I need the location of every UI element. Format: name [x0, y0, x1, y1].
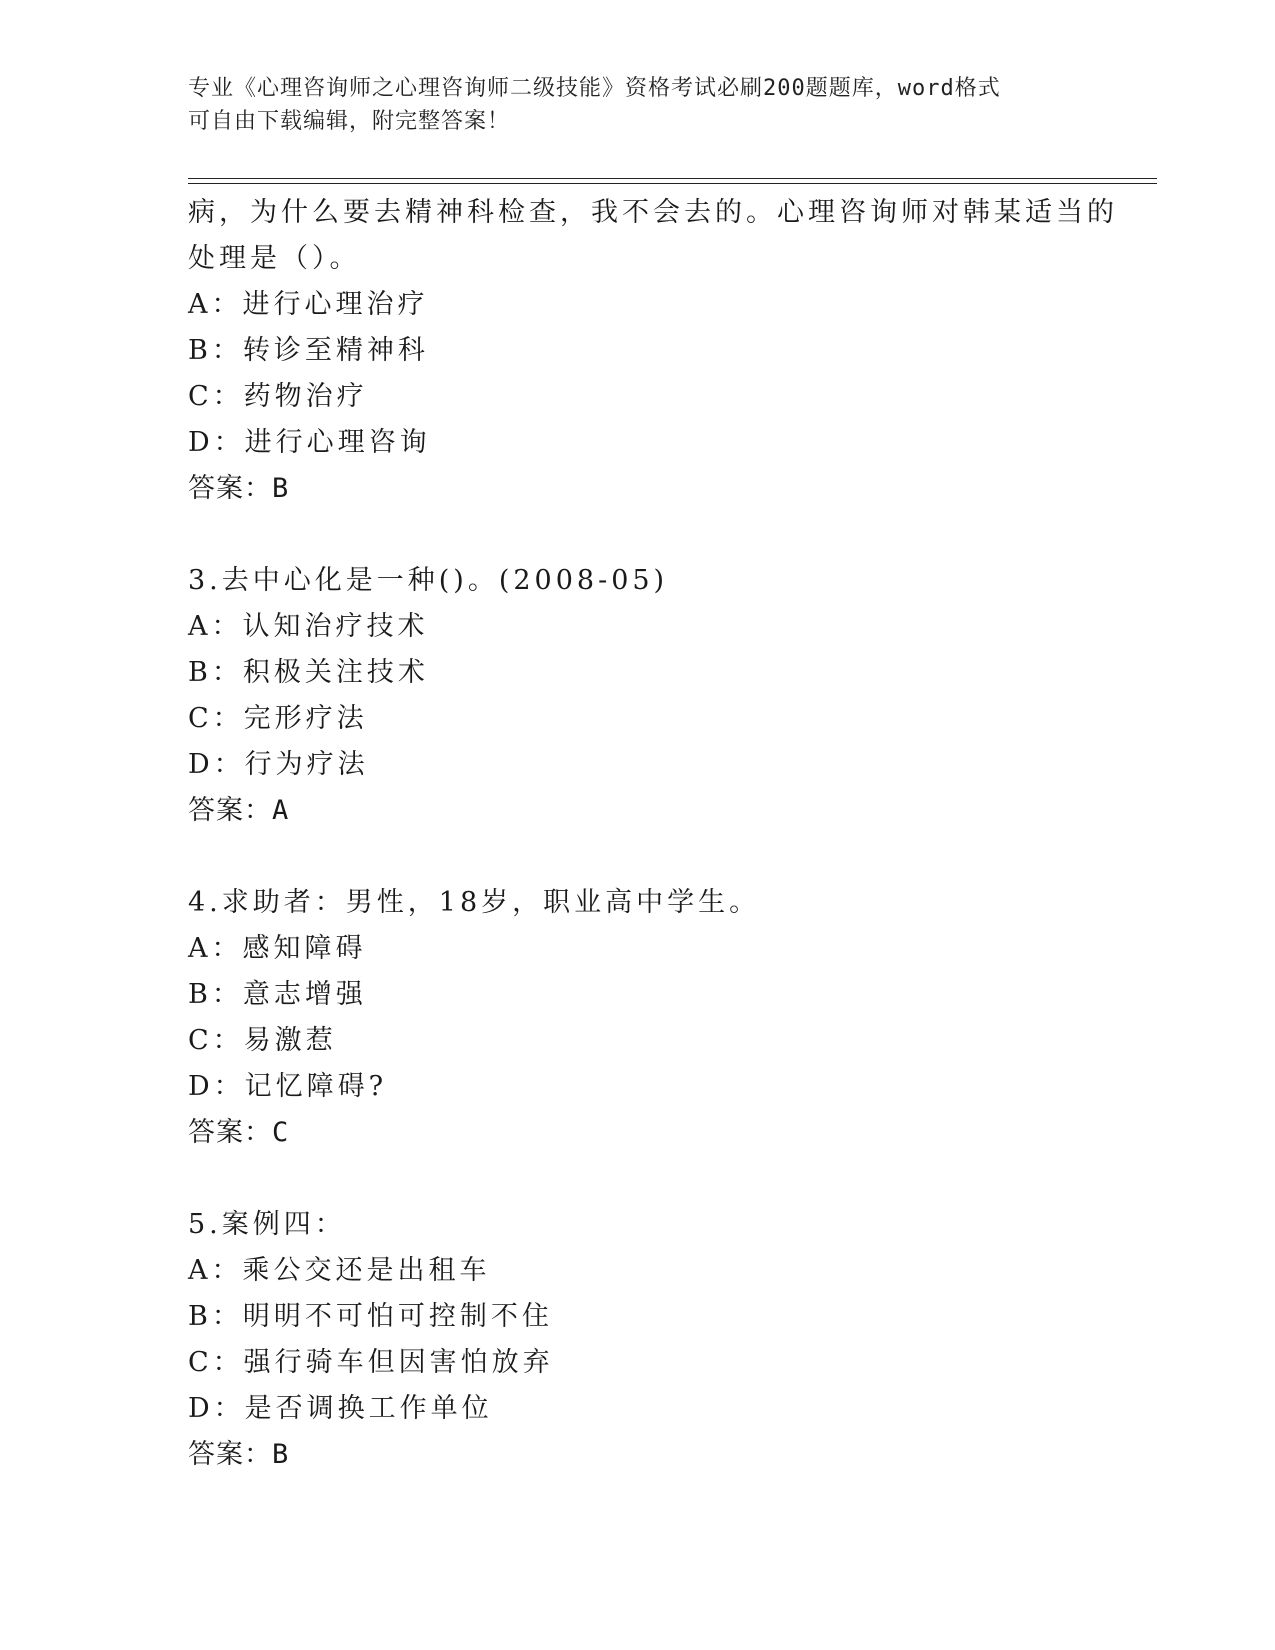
question-5: [188, 1202, 1108, 1478]
question-stem: 3.去中心化是一种()。(2008-05): [188, 565, 669, 596]
option-a: A：感知障碍: [188, 933, 367, 964]
option-c: C：易激惹: [188, 1025, 337, 1056]
option-c: C：强行骑车但因害怕放弃: [188, 1347, 554, 1378]
option-d: D：行为疗法: [188, 749, 369, 780]
header-rule-top: [188, 178, 1157, 179]
answer-line: 答案：C: [188, 1117, 290, 1148]
header-rule-bottom: [188, 183, 1157, 184]
option-b: B：积极关注技术: [188, 657, 429, 688]
option-a: A：认知治疗技术: [188, 611, 429, 642]
option-b: B：明明不可怕可控制不住: [188, 1301, 553, 1332]
option-b: B：转诊至精神科: [188, 335, 429, 366]
option-d: D：记忆障碍?: [188, 1071, 388, 1102]
spacer: [188, 512, 1108, 558]
option-b: B：意志增强: [188, 979, 367, 1010]
spacer: [188, 1156, 1108, 1202]
document-body: [188, 190, 1118, 1478]
option-d: D：进行心理咨询: [188, 427, 431, 458]
question-stem: 4.求助者：男性，18岁，职业高中学生。: [188, 887, 761, 918]
question-continued: [188, 190, 1118, 512]
question-4: [188, 880, 1108, 1156]
question-stem-line: 处理是（）。: [188, 243, 361, 274]
question-stem: 5.案例四：: [188, 1209, 346, 1240]
answer-line: 答案：B: [188, 473, 290, 504]
option-d: D：是否调换工作单位: [188, 1393, 493, 1424]
header-line-2: 可自由下载编辑，附完整答案！: [188, 109, 511, 134]
answer-line: 答案：B: [188, 1439, 290, 1470]
option-c: C：药物治疗: [188, 381, 368, 412]
question-3: [188, 558, 1108, 834]
option-a: A：乘公交还是出租车: [188, 1255, 491, 1286]
question-stem-line: 病，为什么要去精神科检查，我不会去的。心理咨询师对韩某适当的: [188, 197, 1118, 228]
answer-line: 答案：A: [188, 795, 290, 826]
document-header: [188, 72, 1088, 138]
option-c: C：完形疗法: [188, 703, 368, 734]
spacer: [188, 834, 1108, 880]
header-line-1: 专业《心理咨询师之心理咨询师二级技能》资格考试必刷200题题库，word格式: [188, 76, 1001, 101]
option-a: A：进行心理治疗: [188, 289, 429, 320]
